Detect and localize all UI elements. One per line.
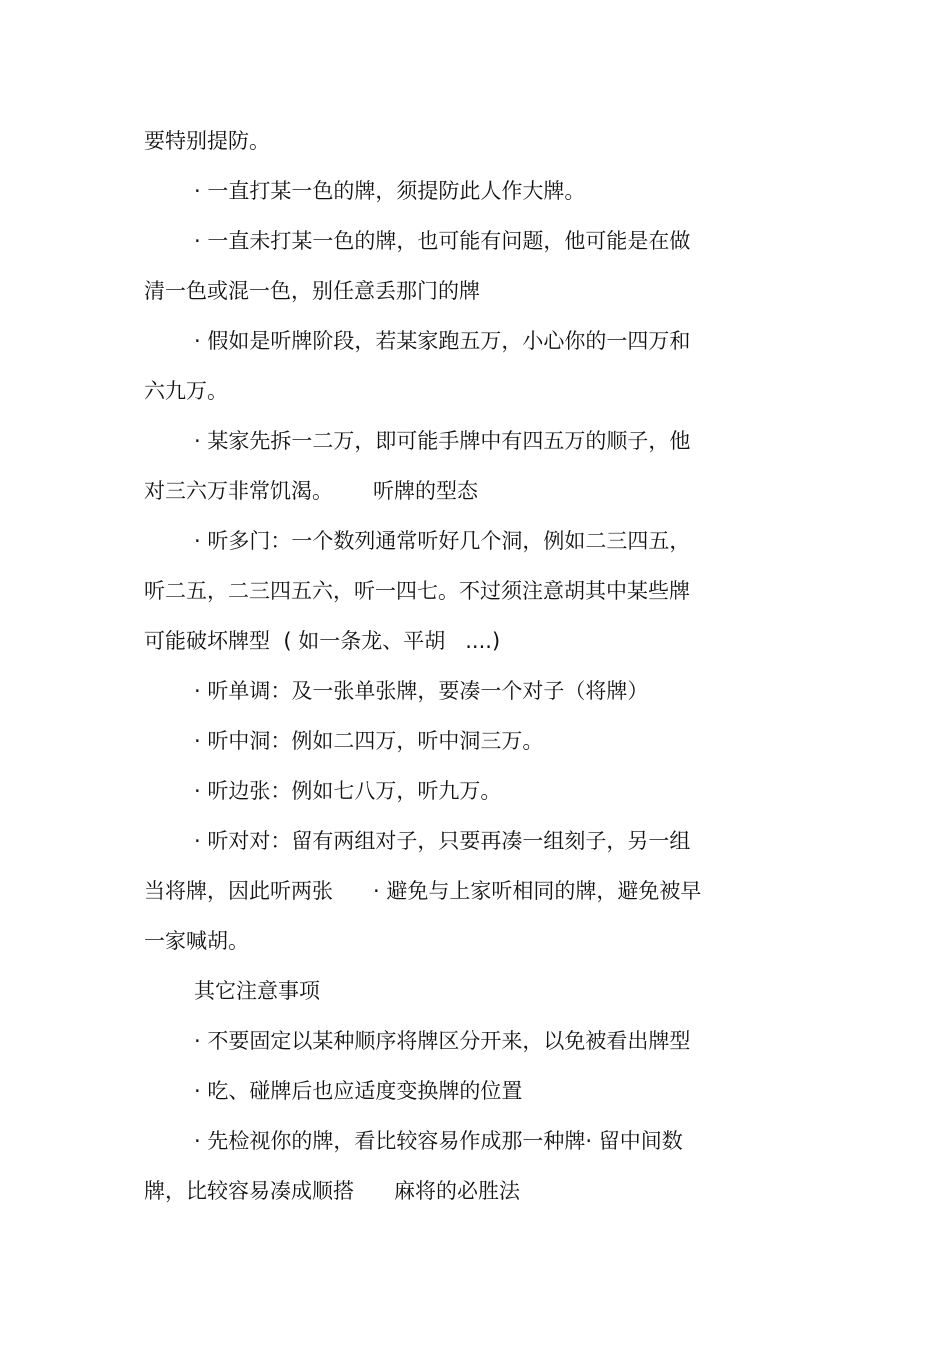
text-line-16: 当将牌，因此听两张 · 避免与上家听相同的牌，避免被早 <box>144 879 702 903</box>
text-line-3: · 一直未打某一色的牌，也可能有问题，他可能是在做 <box>194 229 691 253</box>
text-line-6: 六九万。 <box>144 379 228 403</box>
text-line-9: · 听多门：一个数列通常听好几个洞，例如二三四五， <box>194 529 691 553</box>
text-line-11: 可能破坏牌型 ( 如一条龙、平胡 ....) <box>144 629 501 653</box>
text-line-12: · 听单调：及一张单张牌，要凑一个对子（将牌） <box>194 679 649 703</box>
text-line-20: · 吃、碰牌后也应适度变换牌的位置 <box>194 1079 523 1103</box>
text-line-21: · 先检视你的牌，看比较容易作成那一种牌· 留中间数 <box>194 1129 683 1153</box>
section-heading: 其它注意事项 <box>194 979 320 1003</box>
text-line-14: · 听边张：例如七八万，听九万。 <box>194 779 502 803</box>
text-line-1: 要特别提防。 <box>144 129 270 153</box>
text-line-5: · 假如是听牌阶段，若某家跑五万，小心你的一四万和 <box>194 329 691 353</box>
text-line-2: · 一直打某一色的牌，须提防此人作大牌。 <box>194 179 586 203</box>
text-line-19: · 不要固定以某种顺序将牌区分开来，以免被看出牌型 <box>194 1029 691 1053</box>
text-line-8: 对三六万非常饥渴。 听牌的型态 <box>144 479 479 503</box>
text-line-13: · 听中洞：例如二四万，听中洞三万。 <box>194 729 544 753</box>
text-line-17: 一家喊胡。 <box>144 929 249 953</box>
text-line-10: 听二五，二三四五六，听一四七。不过须注意胡其中某些牌 <box>144 579 690 603</box>
text-line-22: 牌，比较容易凑成顺搭 麻将的必胜法 <box>144 1179 521 1203</box>
text-line-7: · 某家先拆一二万，即可能手牌中有四五万的顺子，他 <box>194 429 691 453</box>
text-line-15: · 听对对：留有两组对子，只要再凑一组刻子，另一组 <box>194 829 691 853</box>
text-line-4: 清一色或混一色，别任意丢那门的牌 <box>144 279 480 303</box>
